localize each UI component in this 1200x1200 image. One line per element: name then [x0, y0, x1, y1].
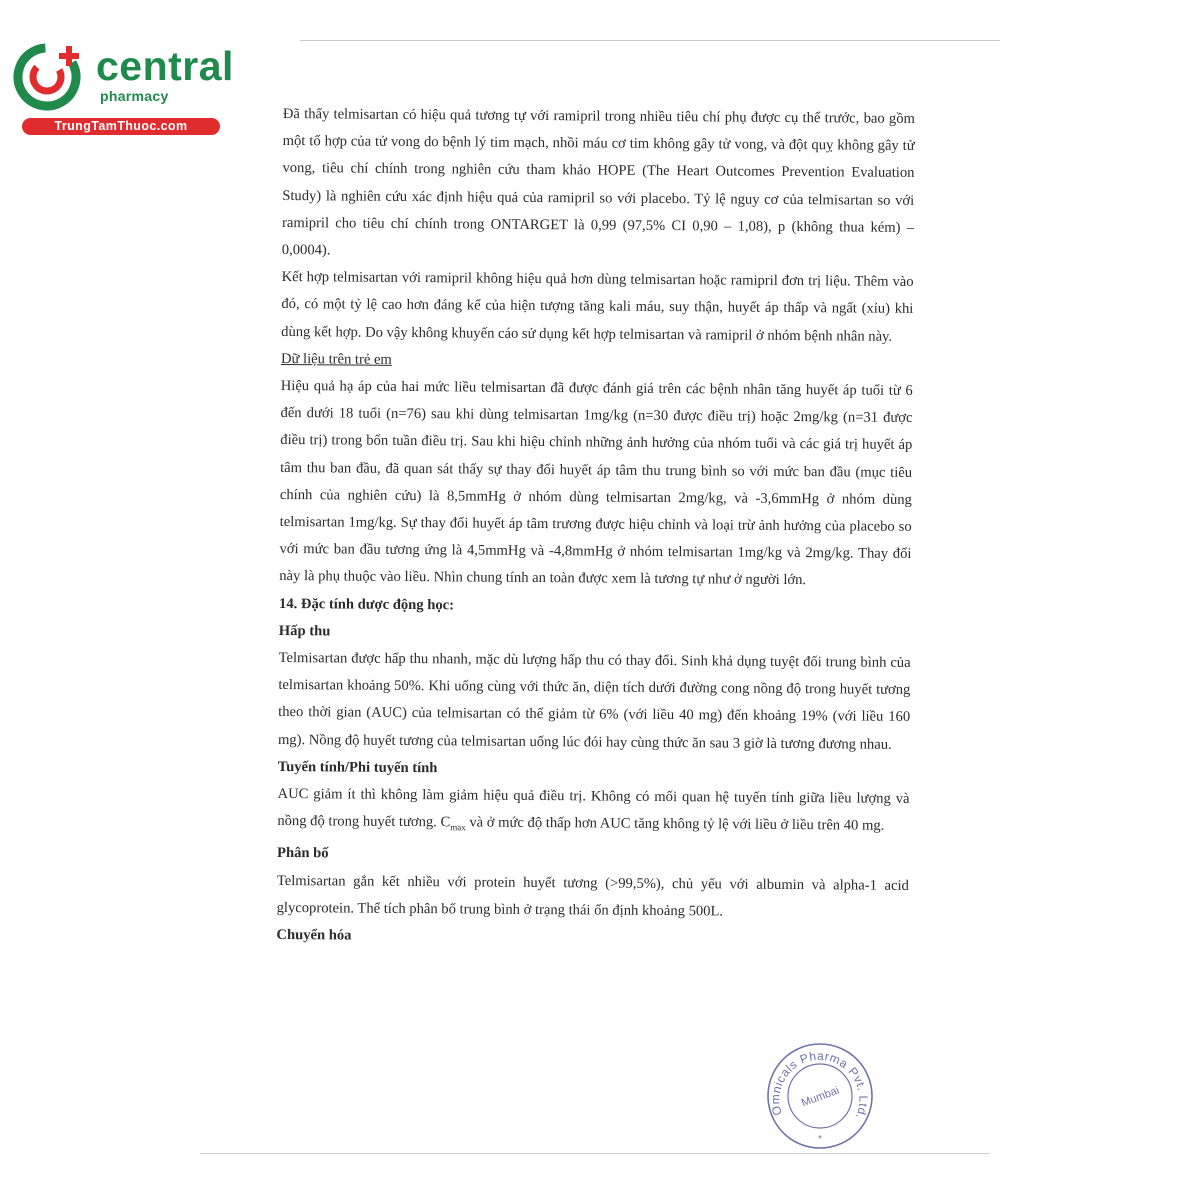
bottom-divider — [200, 1153, 990, 1154]
paragraph-absorption: Telmisartan được hấp thu nhanh, mặc dù lượng hấp thu có thay đổi. Sinh khả dụng tuyệt đối trung bình của telmisartan khoảng 50%. Khi uống cùng với thức ăn, diện tích dưới đường cong nồng độ trong huyết tương theo thời gian (AUC) của telmisartan có thể giảm từ 6% (với liều 40 mg) đến khoảng 19% (với liều 160 mg). Nồng độ huyết tương của telmisartan uống lúc đói hay cùng thức ăn sau 3 giờ là tương đương nhau. — [277, 650, 911, 753]
linearity-text-b: và ở mức độ thấp hơn AUC tăng không tỷ lệ với liều ở liều trên 40 mg. — [465, 814, 885, 835]
pediatric-heading-text: Dữ liệu trên trẻ em — [280, 350, 392, 368]
absorption-heading: Hấp thu — [278, 622, 331, 640]
brand-subtitle: pharmacy — [100, 88, 169, 104]
brand-name: central — [96, 43, 234, 89]
distribution-heading: Phân bố — [277, 845, 329, 862]
linearity-heading: Tuyến tính/Phi tuyến tính — [277, 758, 438, 777]
paragraph-ontarget: Đã thấy telmisartan có hiệu quả tương tự với ramipril trong nhiều tiêu chí phụ được cụ thể trước, bao gồm một tổ hợp của tử vong do bệnh lý tim mạch, nhồi máu cơ tim không gây tử vong, và đột quỵ không gây tử vong, tiêu chí chính trong nghiên cứu tham khảo HOPE (The Heart Outcomes Prevention Evaluation Study) là nghiên cứu xác định hiệu quả của ramipril so với placebo. Tỷ lệ nguy cơ của telmisartan so với ramipril cho tiêu chí chính trong ONTARGET là 0,99 (97,5% CI 0,90 – 1,08), p (không thua kém) – 0,0004). — [281, 105, 915, 259]
paragraph-combination: Kết hợp telmisartan với ramipril không hiệu quả hơn dùng telmisartan hoặc ramipril đơn trị liệu. Thêm vào đó, có một tỷ lệ cao hơn đáng kể của hiện tượng tăng kali máu, suy thận, huyết áp thấp và ngất (xỉu) khi dùng kết hợp. Do vậy không khuyến cáo sử dụng kết hợp telmisartan và ramipril ở nhóm bệnh nhân này. — [281, 269, 914, 345]
document-body — [276, 101, 915, 954]
paragraph-distribution: Telmisartan gắn kết nhiều với protein huyết tương (>99,5%), chủ yếu với albumin và alpha-1 acid glycoprotein. Thể tích phân bố trung bình ở trạng thái ổn định khoảng 500L. — [276, 872, 909, 920]
central-pharmacy-logo — [10, 38, 234, 138]
company-stamp — [764, 1040, 876, 1152]
paragraph-linearity — [277, 781, 909, 845]
stamp-arc-text: Omnicals Pharma Pvt. Ltd. — [768, 1048, 871, 1122]
top-divider — [300, 40, 1000, 41]
brand-website-banner: TrungTamThuoc.com — [22, 118, 220, 135]
cmax-subscript: max — [450, 822, 466, 833]
central-logo-icon — [10, 40, 92, 116]
stamp-seal-icon — [764, 1040, 876, 1152]
section-14-heading: 14. Đặc tính dược động học: — [278, 595, 455, 614]
stamp-city: Mumbai — [799, 1084, 841, 1110]
metabolism-heading: Chuyển hóa — [276, 926, 352, 944]
linearity-text-a: AUC giảm ít thì không làm giảm hiệu quả điều trị. Không có mối quan hệ tuyến tính giữa liều lượng và nồng độ trong huyết tương. C — [277, 786, 910, 831]
paragraph-pediatric: Hiệu quả hạ áp của hai mức liều telmisartan đã được đánh giá trên các bệnh nhân tăng huyết áp tuổi từ 6 đến dưới 18 tuổi (n=76) sau khi dùng telmisartan 1mg/kg (n=30 được điều trị) hoặc 2mg/kg (n=31 được điều trị) trong bốn tuần điều trị. Sau khi hiệu chỉnh những ảnh hưởng của nhóm tuổi và các giá trị huyết áp tâm thu ban đầu, đã quan sát thấy sự thay đổi huyết áp tâm thu trung bình so với mức ban đầu (mục tiêu chính của nghiên cứu) là 8,5mmHg ở nhóm dùng telmisartan 2mg/kg, và -3,6mmHg ở nhóm dùng telmisartan 1mg/kg. Sự thay đổi huyết áp tâm trương được hiệu chỉnh và loại trừ ảnh hưởng của placebo so với mức ban đầu tương ứng là 4,5mmHg và -4,8mmHg ở nhóm telmisartan 1mg/kg và 2mg/kg. Thay đổi này là phụ thuộc vào liều. Nhìn chung tính an toàn được xem là tương tự như ở người lớn. — [279, 378, 913, 589]
stamp-star: * — [818, 1134, 822, 1145]
